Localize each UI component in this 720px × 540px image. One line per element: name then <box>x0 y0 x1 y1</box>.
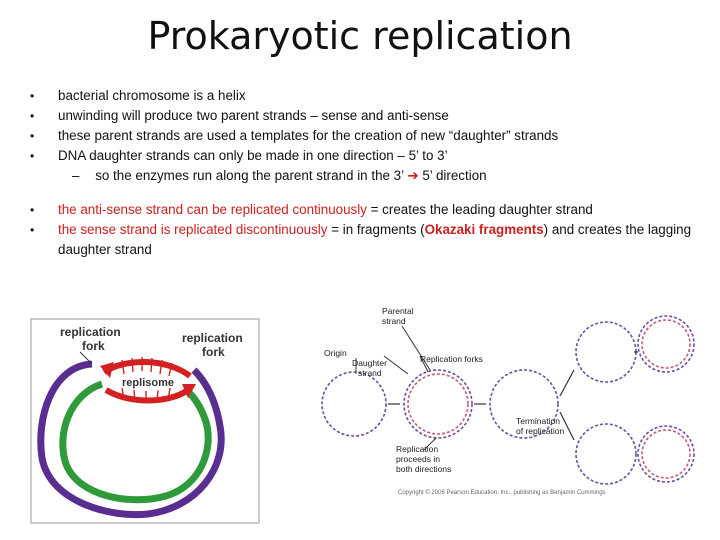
origin-label: Origin <box>324 348 347 358</box>
replication-forks-label: Replication forks <box>420 354 483 364</box>
bullet-item <box>30 106 710 126</box>
sub-bullet-text: 5’ direction <box>422 168 487 183</box>
bullet-highlight: the sense strand is replicated discontinuously <box>58 222 328 237</box>
bullet-text: these parent strands are used a templates for the creation of new “daughter” strands <box>58 128 559 143</box>
sub-bullet-item <box>30 166 710 186</box>
copyright-text: Copyright © 2006 Pearson Education, Inc., publishing as Benjamin Cummings <box>398 490 606 496</box>
bullet-item <box>30 126 710 146</box>
bullet-text: unwinding will produce two parent strands – sense and anti-sense <box>58 108 449 123</box>
termination-label: Termination <box>516 416 560 426</box>
bullet-dot: • <box>30 149 35 163</box>
bullet-text: bacterial chromosome is a helix <box>58 88 246 103</box>
proceeds-label: Replication <box>396 444 439 454</box>
bullet-dot: • <box>30 203 35 217</box>
bullet-item <box>30 220 710 260</box>
sub-bullet-text: so the enzymes run along the parent strand in the 3’ <box>95 168 404 183</box>
chromosome-circles <box>322 316 694 484</box>
bullet-item <box>30 146 710 166</box>
bullet-item <box>30 86 710 106</box>
parental-strand-label-2: strand <box>382 316 406 326</box>
bullet-text: ) and creates the lagging daughter strand <box>58 222 692 257</box>
bullet-dot: • <box>30 89 35 103</box>
replication-fork-diagram <box>30 318 262 526</box>
bullet-highlight-okazaki: Okazaki fragments <box>424 222 544 237</box>
fork-right-label: replication <box>182 331 243 345</box>
slide-title: Prokaryotic replication <box>147 14 573 58</box>
daughter-strand-label: Daughter <box>352 358 387 368</box>
bullet-text: = in fragments ( <box>327 222 425 237</box>
fork-left-label-2: fork <box>82 339 105 353</box>
bullet-list <box>30 86 710 260</box>
proceeds-label-2: proceeds in <box>396 454 440 464</box>
fork-left-label: replication <box>60 325 121 339</box>
daughter-strand-label-2: strand <box>358 368 382 378</box>
replisome-label: replisome <box>122 377 174 389</box>
bullet-dot: • <box>30 109 35 123</box>
arrow-icon: ➔ <box>407 168 419 183</box>
bullet-dot: • <box>30 223 35 237</box>
parental-strand-label: Parental <box>382 306 414 316</box>
fork-right-label-2: fork <box>202 345 225 359</box>
sub-bullet-dash: – <box>72 168 80 183</box>
termination-label-2: of replication <box>516 426 565 436</box>
bullet-text: = creates the leading daughter strand <box>366 202 593 217</box>
bullet-highlight: the anti-sense strand can be replicated continuously <box>58 202 367 217</box>
process-arrows <box>388 352 638 440</box>
bullet-dot: • <box>30 129 35 143</box>
proceeds-label-3: both directions <box>396 464 452 474</box>
chromosome-replication-diagram <box>316 300 706 500</box>
bullet-item <box>30 200 710 220</box>
bullet-text: DNA daughter strands can only be made in one direction – 5’ to 3’ <box>58 148 448 163</box>
